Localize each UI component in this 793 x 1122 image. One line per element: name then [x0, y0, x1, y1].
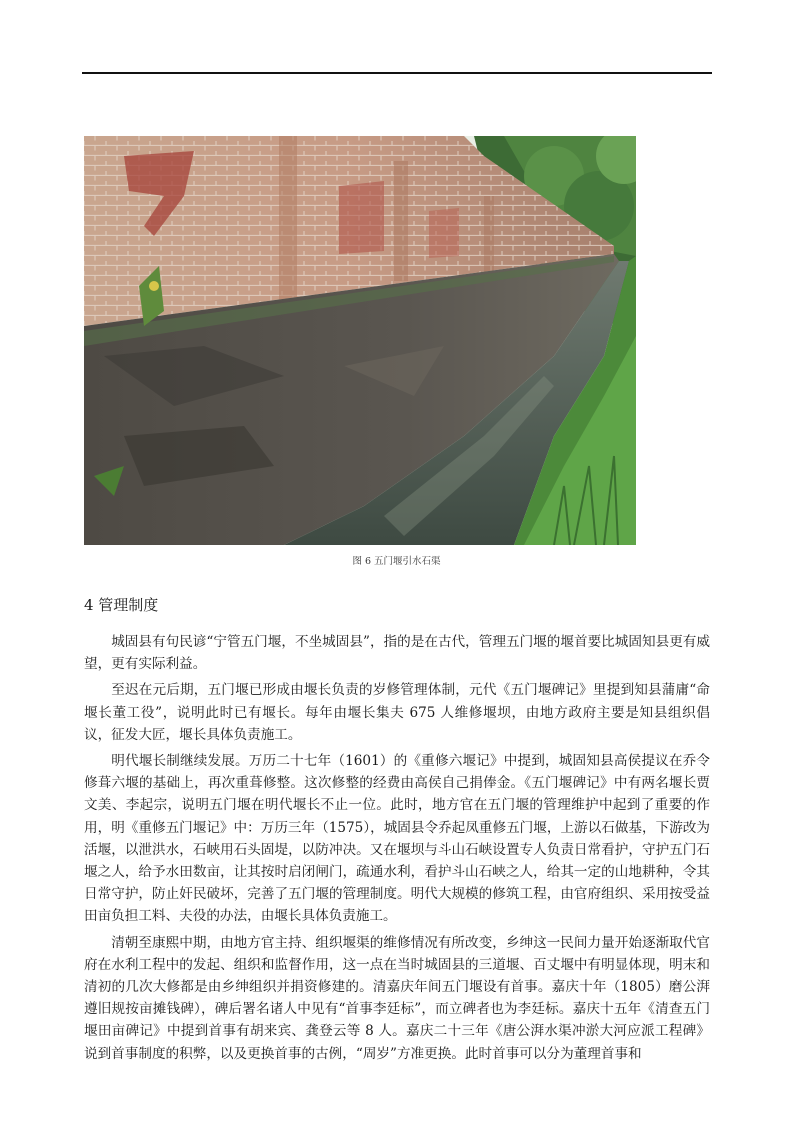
paragraph: 城固县有句民谚“宁管五门堰，不坐城固县”，指的是在古代，管理五门堰的堰首要比城固知县更有威望，更有实际利益。 [84, 634, 710, 673]
header-rule [82, 72, 712, 74]
figure-caption: 图 6 五门堰引水石渠 [352, 556, 441, 567]
canal-photo [84, 136, 636, 545]
body-text [84, 631, 710, 1069]
paragraph: 清朝至康熙中期，由地方官主持、组织堰渠的维修情况有所改变，乡绅这一民间力量开始逐渐取代官府在水利工程中的发起、组织和监督作用，这一点在当时城固县的三道堰、百丈堰中有明显体现，明末和清初的几次大修都是由乡绅组织并捐资修建的。清嘉庆年间五门堰设有首事。嘉庆十年（1805）磨公湃遵旧规按亩摊钱碑），碑后署名诸人中见有“首事李廷标”，而立碑者也为李廷标。嘉庆十五年《清查五门堰田亩碑记》中提到首事有胡来宾、龚登云等 8 人。嘉庆二十三年《唐公湃水渠冲淤大河应派工程碑》说到首事制度的积弊，以及更换首事的古例，“周岁”方准更换。此时首事可以分为董理首事和 [84, 934, 710, 1062]
paragraph: 明代堰长制继续发展。万历二十七年（1601）的《重修六堰记》中提到，城固知县高侯提议在乔令修葺六堰的基础上，再次重葺修整。这次修整的经费由高侯自己捐俸金。《五门堰碑记》中有两名堰长贾文美、李起宗，说明五门堰在明代堰长不止一位。此时，地方官在五门堰的管理维护中起到了重要的作用，明《重修五门堰记》中：万历三年（1575），城固县令乔起凤重修五门堰，上游以石做基，下游改为活堰，以泄洪水，石峡用石头固堤，以防冲决。又在堰坝与斗山石峡设置专人负责日常看护，守护五门石堰之人，给予水田数亩，让其按时启闭闸门，疏通水利，看护斗山石峡之人，给其一定的山地耕种，令其日常守护，防止奸民破坏，完善了五门堰的管理制度。明代大规模的修筑工程，由官府组织、采用按受益田亩负担工料、夫役的办法，由堰长具体负责施工。 [84, 753, 710, 925]
section-heading: 4 管理制度 [84, 596, 159, 614]
paragraph: 至迟在元后期，五门堰已形成由堰长负责的岁修管理体制，元代《五门堰碑记》里提到知县蒲庸“命堰长董工役”，说明此时已有堰长。每年由堰长集夫 675 人维修堰坝，由地方政府主要是知县组织倡议，征发大匠，堰长具体负责施工。 [84, 682, 710, 743]
